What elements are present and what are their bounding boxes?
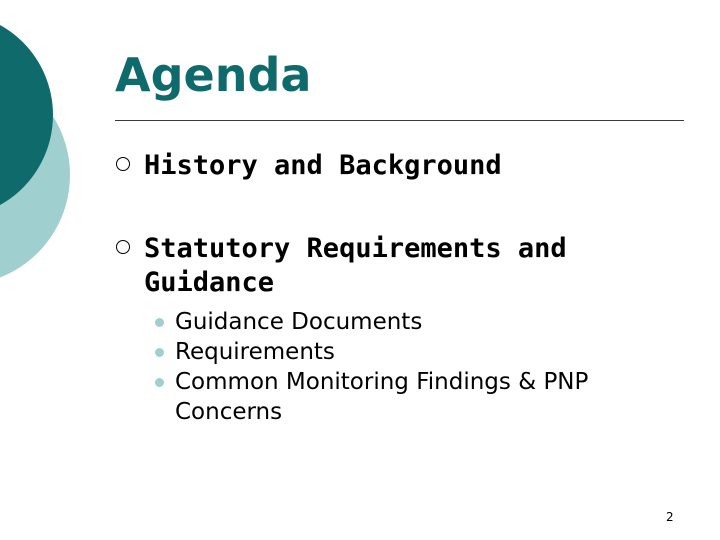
decorative-circles (0, 0, 90, 290)
bullet-text: Statutory Requirements and Guidance (144, 233, 567, 298)
sub-bullet-text: Requirements (175, 339, 335, 365)
page-number: 2 (666, 510, 674, 524)
hollow-circle-bullet-icon (116, 157, 130, 171)
sub-bullet-list (155, 307, 675, 427)
filled-dot-bullet-icon (155, 318, 164, 327)
filled-dot-bullet-icon (155, 378, 164, 387)
filled-dot-bullet-icon (155, 348, 164, 357)
sub-bullet-item (155, 337, 675, 367)
sub-bullet-item (155, 307, 675, 337)
sub-bullet-text: Guidance Documents (175, 309, 423, 335)
sub-bullet-item (155, 367, 675, 427)
hollow-circle-bullet-icon (116, 240, 130, 254)
sub-bullet-text: Common Monitoring Findings & PNP Concerns (175, 369, 589, 425)
title-underline (115, 120, 684, 121)
bullet-text: History and Background (144, 150, 502, 181)
slide-title: Agenda (115, 48, 312, 102)
